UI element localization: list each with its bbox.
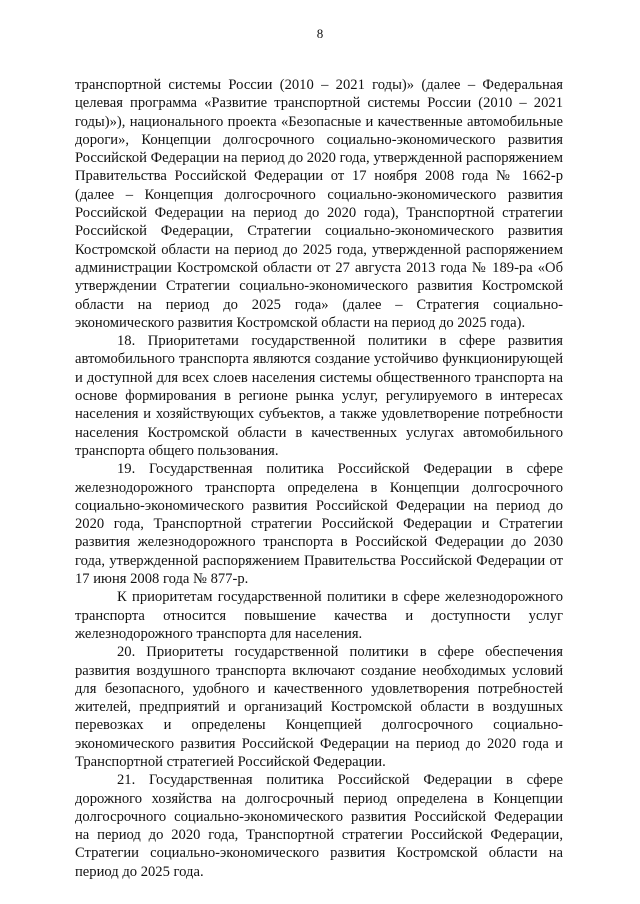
paragraph-19: 19. Государственная политика Российской Федерации в сфере железнодорожного транспорта определена в Концепции долгосрочного социально-экономического развития Российской Федерации на период до 2020 года, Транспортной стратегии Российской Федерации и Стратегии развития железнодорожного транспорта в Российской Федерации до 2030 года, утвержденной распоряжением Правительства Российской Федерации от 17 июня 2008 года № 877-р. (75, 461, 563, 588)
document-body (75, 76, 563, 881)
paragraph-21: 21. Государственная политика Российской Федерации в сфере дорожного хозяйства на долгосрочный период определена в Концепции долгосрочного социально-экономического развития Российской Федерации на период до 2020 года, Транспортной стратегии Российской Федерации, Стратегии социально-экономического развития Костромской области на период до 2025 года. (75, 772, 563, 880)
paragraph-18: 18. Приоритетами государственной политики в сфере развития автомобильного транспорта являются создание устойчиво функционирующей и доступной для всех слоев населения системы общественного транспорта на основе формирования в регионе рынка услуг, регулируемого в интересах населения и хозяйствующих субъектов, а также удовлетворение потребности населения Костромской области в качественных услугах автомобильного транспорта общего пользования. (75, 333, 563, 459)
paragraph-continuation: транспортной системы России (2010 – 2021 годы)» (далее – Федеральная целевая программа «Развитие транспортной системы России (2010 – 2021 годы)»), национального проекта «Безопасные и качественные автомобильные дороги», Концепции долгосрочного социально-экономического развития Российской Федерации на период до 2020 года, утвержденной распоряжением Правительства Российской Федерации от 17 ноября 2008 года № 1662-р (далее – Концепция долгосрочного социально-экономического развития Российской Федерации на период до 2020 года), Транспортной стратегии Российской Федерации, Стратегии социально-экономического развития Костромской области на период до 2025 года, утвержденной распоряжением администрации Костромской области от 27 августа 2013 года № 189-ра «Об утверждении Стратегии социально-экономического развития Костромской области на период до 2025 года» (далее – Стратегия социально-экономического развития Костромской области на период до 2025 года). (75, 77, 564, 331)
paragraph-19-priorities: К приоритетам государственной политики в сфере железнодорожного транспорта относится повышение качества и доступности услуг железнодорожного транспорта для населения. (75, 589, 563, 642)
paragraph-20: 20. Приоритеты государственной политики в сфере обеспечения развития воздушного транспорта включают создание необходимых условий для безопасного, удобного и качественного удовлетворения потребностей жителей, предприятий и организаций Костромской области в воздушных перевозках и определены Концепцией долгосрочного социально-экономического развития Российской Федерации на период до 2020 года и Транспортной стратегией Российской Федерации. (75, 644, 563, 770)
page-number: 8 (316, 26, 324, 41)
